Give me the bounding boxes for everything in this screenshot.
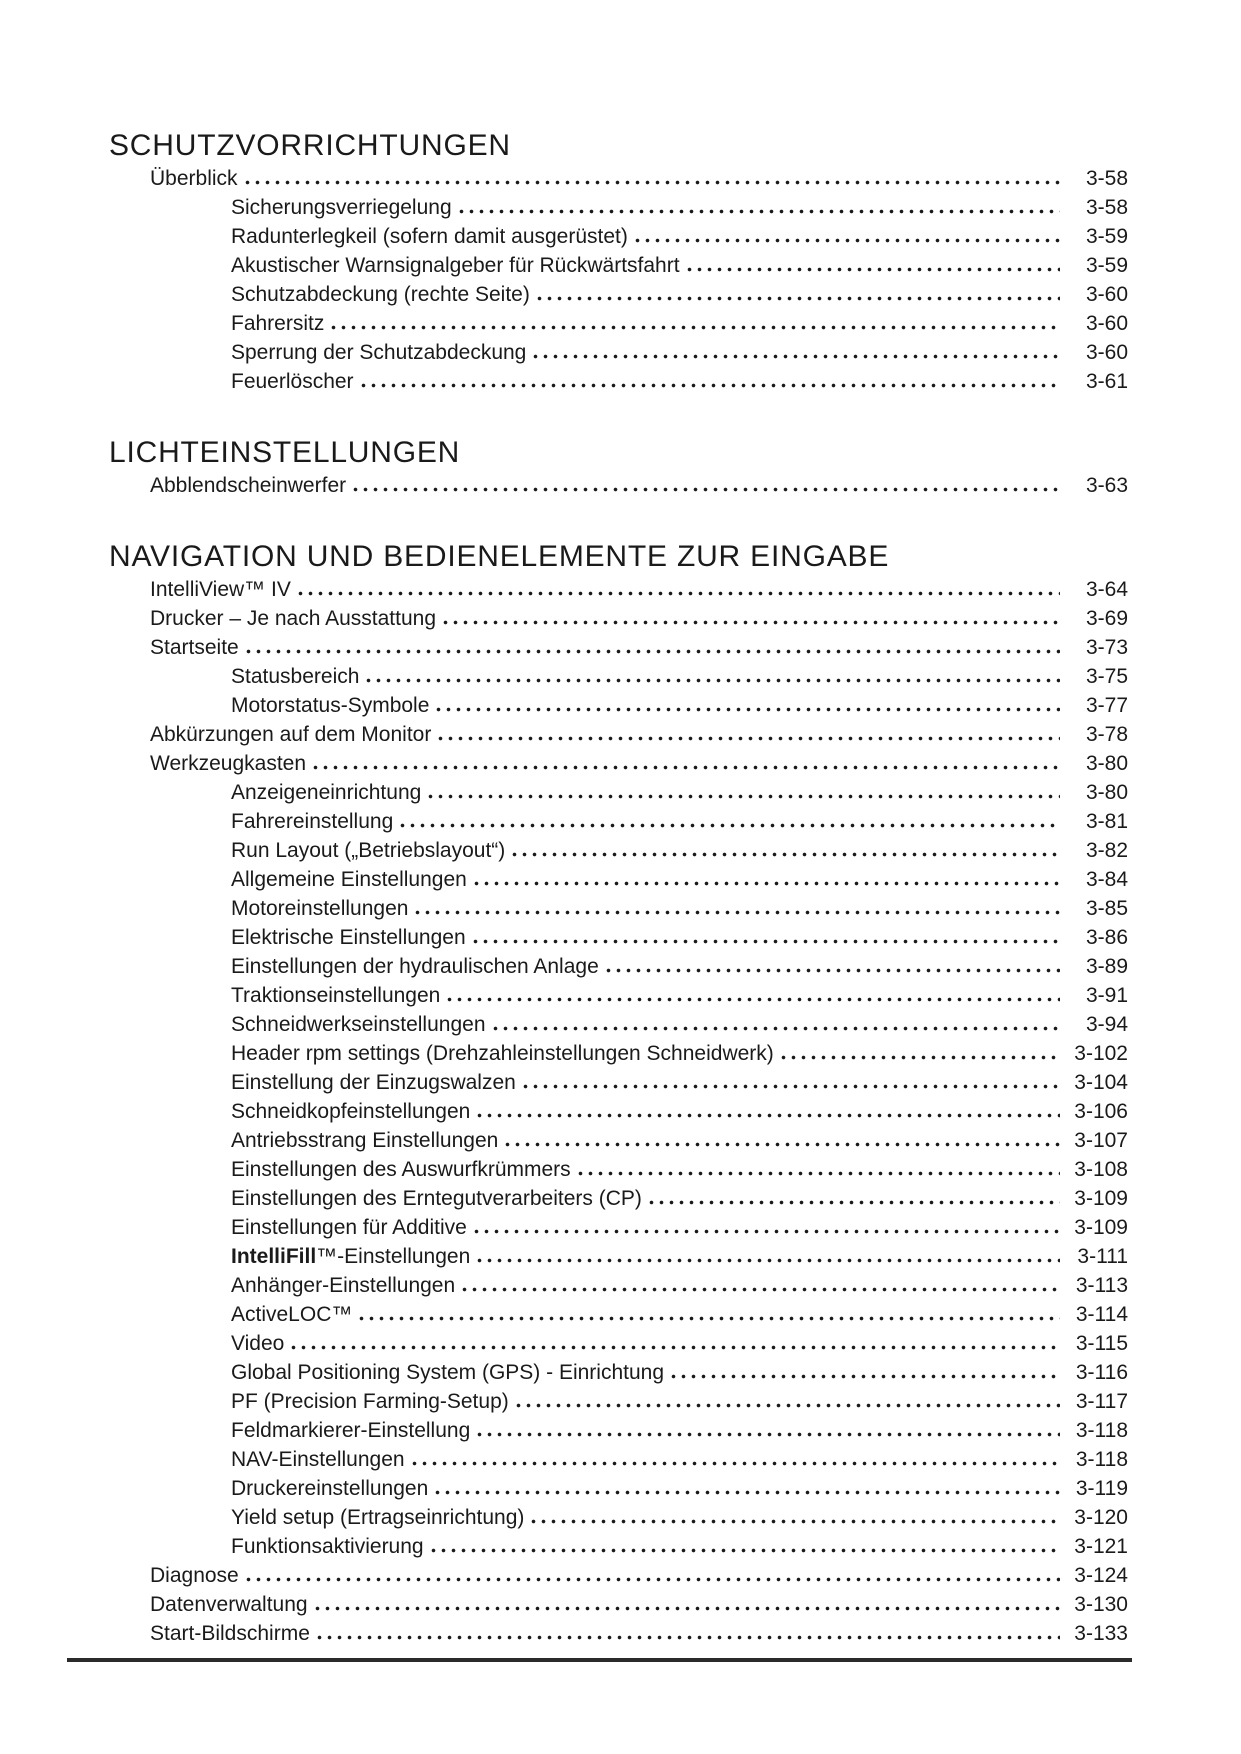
- toc-entry: [231, 1532, 1128, 1561]
- toc-entry-page: 3-60: [1085, 283, 1128, 306]
- toc-entry-page: 3-124: [1074, 1564, 1128, 1587]
- toc-entry: [231, 1445, 1128, 1474]
- dot-leader: [246, 1577, 1060, 1582]
- toc-entry-label: Abkürzungen auf dem Monitor: [150, 723, 432, 746]
- toc-entry-label: Diagnose: [150, 1564, 239, 1587]
- toc-entry: [231, 1068, 1128, 1097]
- section-title: LICHTEINSTELLUNGEN: [109, 436, 461, 469]
- toc-entry-page: 3-77: [1085, 694, 1128, 717]
- dot-leader: [315, 1606, 1060, 1611]
- toc-entry-page: 3-80: [1085, 781, 1128, 804]
- toc-entry-page: 3-85: [1085, 897, 1128, 920]
- dot-leader: [246, 649, 1060, 654]
- toc-entry: [231, 662, 1128, 691]
- toc-entry-page: 3-58: [1085, 167, 1128, 190]
- toc-entry: [231, 1503, 1128, 1532]
- toc-entry-label: ActiveLOC™: [231, 1303, 353, 1326]
- toc-entry-page: 3-80: [1085, 752, 1128, 775]
- dot-leader: [400, 823, 1060, 828]
- toc-entry-label: Abblendscheinwerfer: [150, 474, 347, 497]
- toc-entry: [150, 575, 1128, 604]
- footer-rule: [67, 1658, 1132, 1662]
- toc-entry-label: Motoreinstellungen: [231, 897, 409, 920]
- toc-section: [109, 539, 1128, 1648]
- section-title: SCHUTZVORRICHTUNGEN: [109, 129, 511, 162]
- toc-entry: [231, 280, 1128, 309]
- toc-entry-page: 3-133: [1074, 1622, 1128, 1645]
- dot-leader: [366, 678, 1060, 683]
- toc-entry: [231, 865, 1128, 894]
- toc-entry-page: 3-111: [1077, 1245, 1128, 1268]
- toc-entry-page: 3-121: [1074, 1535, 1128, 1558]
- dot-leader: [317, 1635, 1060, 1640]
- toc-entry-page: 3-60: [1085, 341, 1128, 364]
- dot-leader: [459, 209, 1060, 214]
- dot-leader: [359, 1316, 1060, 1321]
- toc-entry-label: PF (Precision Farming-Setup): [231, 1390, 509, 1413]
- toc-entry-label: Antriebsstrang Einstellungen: [231, 1129, 499, 1152]
- toc-entry: [231, 1271, 1128, 1300]
- toc-entry-page: 3-118: [1075, 1448, 1128, 1471]
- toc-entry-label: IntelliView™ IV: [150, 578, 291, 601]
- toc-entry-label: Einstellungen für Additive: [231, 1216, 467, 1239]
- toc-entry: [231, 1474, 1128, 1503]
- toc-entry: [231, 836, 1128, 865]
- toc-entry-page: 3-109: [1074, 1216, 1128, 1239]
- dot-leader: [671, 1374, 1060, 1379]
- toc-entry-label: Sperrung der Schutzabdeckung: [231, 341, 527, 364]
- dot-leader: [531, 1519, 1060, 1524]
- dot-leader: [533, 354, 1060, 359]
- toc-entry-label: Feldmarkierer-Einstellung: [231, 1419, 471, 1442]
- toc-entry-label: NAV-Einstellungen: [231, 1448, 405, 1471]
- toc-entry: [231, 1155, 1128, 1184]
- toc-entry: [231, 309, 1128, 338]
- toc-entry-label: Datenverwaltung: [150, 1593, 308, 1616]
- dot-leader: [537, 296, 1060, 301]
- dot-leader: [361, 383, 1060, 388]
- toc-entry-label: Einstellungen des Erntegutverarbeiters (CP): [231, 1187, 642, 1210]
- dot-leader: [516, 1403, 1060, 1408]
- toc-entry-label: Funktionsaktivierung: [231, 1535, 424, 1558]
- toc-entry-page: 3-108: [1074, 1158, 1128, 1181]
- toc-entry-label: Fahrersitz: [231, 312, 325, 335]
- dot-leader: [473, 939, 1060, 944]
- dot-leader: [474, 1229, 1060, 1234]
- toc-entry: [231, 367, 1128, 396]
- toc-section: [109, 128, 1128, 396]
- dot-leader: [443, 620, 1060, 625]
- toc-entry: [231, 1387, 1128, 1416]
- toc-entry-page: 3-59: [1085, 225, 1128, 248]
- toc-entry-label: Schneidwerkseinstellungen: [231, 1013, 486, 1036]
- dot-leader: [477, 1258, 1060, 1263]
- toc-entry: [150, 633, 1128, 662]
- toc-entry: [150, 1561, 1128, 1590]
- toc-entry-page: 3-61: [1085, 370, 1128, 393]
- toc-entry-label: Traktionseinstellungen: [231, 984, 441, 1007]
- toc-entry-label: Global Positioning System (GPS) - Einrichtung: [231, 1361, 665, 1384]
- toc-entry-label: Radunterlegkeil (sofern damit ausgerüstet): [231, 225, 628, 248]
- toc-entry: [231, 1126, 1128, 1155]
- toc-entry-page: 3-130: [1074, 1593, 1128, 1616]
- dot-leader: [291, 1345, 1060, 1350]
- toc-entry: [150, 1590, 1128, 1619]
- dot-leader: [493, 1026, 1061, 1031]
- dot-leader: [431, 1548, 1060, 1553]
- toc-entry: [231, 1039, 1128, 1068]
- dot-leader: [462, 1287, 1060, 1292]
- toc-entry-label: Einstellung der Einzugswalzen: [231, 1071, 516, 1094]
- toc-entry: [231, 193, 1128, 222]
- toc-entry-page: 3-116: [1075, 1361, 1128, 1384]
- toc-entry: [231, 778, 1128, 807]
- toc-entry: [150, 720, 1128, 749]
- dot-leader: [781, 1055, 1060, 1060]
- toc-entry-label: Werkzeugkasten: [150, 752, 307, 775]
- toc-entry-page: 3-107: [1074, 1129, 1128, 1152]
- toc-entry-label: Überblick: [150, 167, 238, 190]
- toc-entry: [150, 749, 1128, 778]
- toc-entry-page: 3-84: [1085, 868, 1128, 891]
- dot-leader: [477, 1113, 1060, 1118]
- toc-entry-page: 3-64: [1085, 578, 1128, 601]
- toc-entry-label: Feuerlöscher: [231, 370, 354, 393]
- toc-entry-page: 3-59: [1085, 254, 1128, 277]
- dot-leader: [412, 1461, 1060, 1466]
- toc-entry: [231, 1416, 1128, 1445]
- toc-entry-label: Video: [231, 1332, 285, 1355]
- toc-entry: [231, 691, 1128, 720]
- dot-leader: [313, 765, 1060, 770]
- dot-leader: [523, 1084, 1060, 1089]
- toc-entry-page: 3-69: [1085, 607, 1128, 630]
- toc-entry-page: 3-86: [1085, 926, 1128, 949]
- toc-entry: [231, 981, 1128, 1010]
- dot-leader: [436, 707, 1060, 712]
- toc-entry-page: 3-63: [1085, 474, 1128, 497]
- toc-entry-label: Fahrereinstellung: [231, 810, 394, 833]
- toc-entry: [231, 1358, 1128, 1387]
- toc-entry-label: Run Layout („Betriebslayout“): [231, 839, 506, 862]
- toc-entry: [231, 338, 1128, 367]
- dot-leader: [438, 736, 1060, 741]
- toc-entry: [231, 1300, 1128, 1329]
- toc-entry-page: 3-115: [1075, 1332, 1128, 1355]
- dot-leader: [635, 238, 1060, 243]
- dot-leader: [477, 1432, 1060, 1437]
- toc-entry: [150, 1619, 1128, 1648]
- toc-entry: [231, 222, 1128, 251]
- toc-entry-label: Einstellungen des Auswurfkrümmers: [231, 1158, 571, 1181]
- dot-leader: [415, 910, 1060, 915]
- dot-leader: [435, 1490, 1060, 1495]
- toc-entry-label: Allgemeine Einstellungen: [231, 868, 467, 891]
- dot-leader: [687, 267, 1060, 272]
- toc-entry: [231, 1329, 1128, 1358]
- toc-entry-label: Header rpm settings (Drehzahleinstellungen Schneidwerk): [231, 1042, 774, 1065]
- toc-entry-label: Einstellungen der hydraulischen Anlage: [231, 955, 599, 978]
- toc-entry: [231, 1242, 1128, 1271]
- toc-entry-page: 3-114: [1075, 1303, 1128, 1326]
- toc-entry-page: 3-60: [1085, 312, 1128, 335]
- dot-leader: [447, 997, 1060, 1002]
- toc-entry: [150, 164, 1128, 193]
- dot-leader: [474, 881, 1060, 886]
- toc-entry: [231, 923, 1128, 952]
- toc-entry-page: 3-104: [1074, 1071, 1128, 1094]
- toc-entry-label: Statusbereich: [231, 665, 360, 688]
- section-title: NAVIGATION UND BEDIENELEMENTE ZUR EINGABE: [109, 540, 890, 573]
- toc-entry-label: IntelliFill™-Einstellungen: [231, 1245, 471, 1268]
- toc-entry-page: 3-89: [1085, 955, 1128, 978]
- toc-entry-page: 3-78: [1085, 723, 1128, 746]
- toc-entry-page: 3-94: [1085, 1013, 1128, 1036]
- toc-entry-label: Anhänger-Einstellungen: [231, 1274, 456, 1297]
- dot-leader: [512, 852, 1060, 857]
- toc-entry-label: Startseite: [150, 636, 239, 659]
- toc-entry: [231, 807, 1128, 836]
- toc-entry-label: Drucker – Je nach Ausstattung: [150, 607, 436, 630]
- toc-entry-page: 3-113: [1075, 1274, 1128, 1297]
- toc-entry-label: Schutzabdeckung (rechte Seite): [231, 283, 530, 306]
- toc-entry-label: Motorstatus-Symbole: [231, 694, 430, 717]
- toc-entry-label: Anzeigeneinrichtung: [231, 781, 422, 804]
- toc-entry: [231, 1213, 1128, 1242]
- toc-entry-label: Elektrische Einstellungen: [231, 926, 466, 949]
- toc-entry: [231, 1010, 1128, 1039]
- toc-entry-page: 3-119: [1075, 1477, 1128, 1500]
- dot-leader: [353, 487, 1060, 492]
- dot-leader: [245, 180, 1060, 185]
- toc-entry: [231, 1097, 1128, 1126]
- toc-entry: [231, 894, 1128, 923]
- dot-leader: [578, 1171, 1060, 1176]
- toc-entry-label: Yield setup (Ertragseinrichtung): [231, 1506, 525, 1529]
- dot-leader: [298, 591, 1060, 596]
- toc-entry-page: 3-106: [1074, 1100, 1128, 1123]
- toc-section: [109, 435, 1128, 500]
- toc-entry-page: 3-102: [1074, 1042, 1128, 1065]
- toc-entry-label: Sicherungsverriegelung: [231, 196, 452, 219]
- toc-entry: [150, 604, 1128, 633]
- dot-leader: [331, 325, 1060, 330]
- dot-leader: [606, 968, 1060, 973]
- dot-leader: [428, 794, 1060, 799]
- dot-leader: [505, 1142, 1060, 1147]
- toc-entry-page: 3-91: [1085, 984, 1128, 1007]
- toc-entry-page: 3-120: [1074, 1506, 1128, 1529]
- toc-entry-label: Start-Bildschirme: [150, 1622, 310, 1645]
- toc-entry-page: 3-75: [1085, 665, 1128, 688]
- toc-entry-page: 3-81: [1085, 810, 1128, 833]
- toc-entry-page: 3-73: [1085, 636, 1128, 659]
- toc-entry-label: Akustischer Warnsignalgeber für Rückwärtsfahrt: [231, 254, 680, 277]
- toc-entry: [150, 471, 1128, 500]
- toc-entry: [231, 952, 1128, 981]
- toc-entry: [231, 251, 1128, 280]
- toc-sections: [109, 128, 1128, 1648]
- toc-entry-page: 3-109: [1074, 1187, 1128, 1210]
- toc-entry-label: Schneidkopfeinstellungen: [231, 1100, 471, 1123]
- toc-entry-page: 3-117: [1075, 1390, 1128, 1413]
- toc-entry-page: 3-118: [1075, 1419, 1128, 1442]
- toc-entry-page: 3-82: [1085, 839, 1128, 862]
- toc-entry: [231, 1184, 1128, 1213]
- toc-entry-label: Druckereinstellungen: [231, 1477, 429, 1500]
- dot-leader: [649, 1200, 1060, 1205]
- toc-entry-page: 3-58: [1085, 196, 1128, 219]
